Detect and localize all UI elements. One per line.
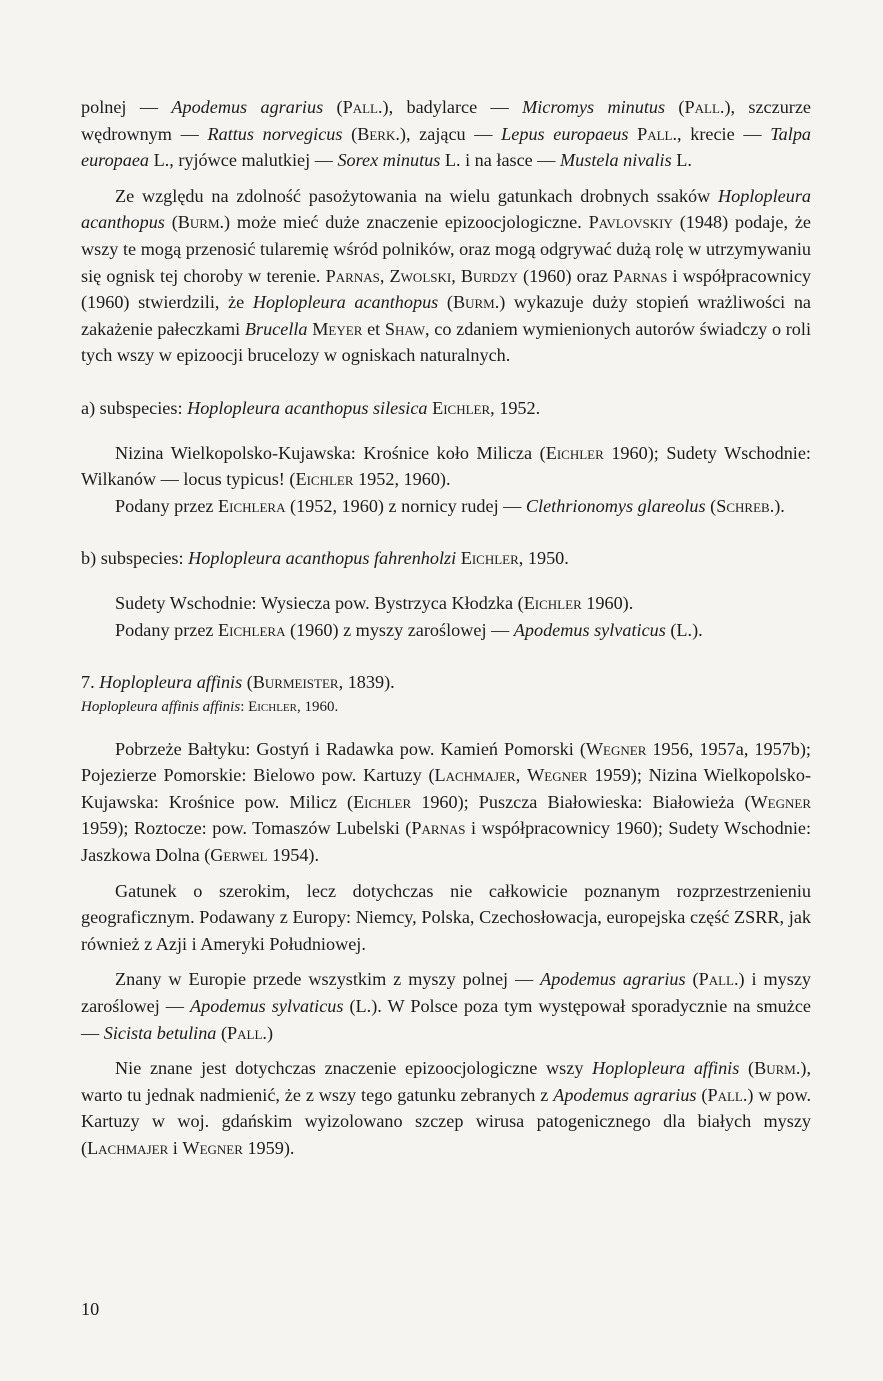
text-run: , 1950. <box>518 548 569 569</box>
text-run: , <box>451 265 461 286</box>
italic-term: Apodemus agrarius <box>553 1084 697 1105</box>
text-run: (1960) oraz <box>517 265 614 286</box>
author-name: Burm <box>754 1058 796 1079</box>
text-run: .) może mieć duże znaczenie epizoocjologiczne. <box>219 212 589 233</box>
text-run: 1959); Nizina Wielkopolsko-Kujawska: Krośnice pow. Milicz ( <box>81 765 811 812</box>
text-run: polnej — <box>81 97 172 117</box>
paragraph-p2 <box>81 183 811 369</box>
text-run: 1952, 1960). <box>353 469 451 490</box>
paragraph-p11 <box>81 736 811 869</box>
italic-term: Clethrionomys glareolus <box>525 495 706 516</box>
author-name: Eichler <box>432 397 491 418</box>
author-name: Gerwel <box>210 845 268 866</box>
text-run: , <box>515 765 528 786</box>
italic-term: Apodemus sylvaticus <box>189 996 344 1017</box>
text-run: 1960); Puszcza Białowieska: Białowieża ( <box>411 791 751 812</box>
author-name: Schreb <box>716 495 770 516</box>
italic-term: Apodemus sylvaticus <box>513 619 666 640</box>
text-run: , <box>379 265 390 286</box>
italic-term: Mustela nivalis <box>560 150 672 171</box>
author-name: Pall <box>342 97 378 117</box>
text-run: .), zającu — <box>395 123 502 144</box>
paragraph-p9 <box>81 669 811 696</box>
italic-term: Sicista betulina <box>103 1022 217 1043</box>
text-run: .) w pow. Kartuzy w woj. gdańskim wyizolowano szczep wirusa patogenicznego dla białych myszy ( <box>81 1084 812 1158</box>
text-run <box>628 124 637 144</box>
author-name: Pall <box>684 97 720 117</box>
text-run: Ze względu na zdolność pasożytowania na wielu gatunkach drobnych ssaków <box>115 185 719 206</box>
text-run: .), badylarce — <box>377 97 523 117</box>
author-name: Berk <box>357 123 396 144</box>
text-run: ( <box>665 97 685 117</box>
author-name: Wegner <box>182 1138 243 1158</box>
author-name: Eichler <box>523 592 582 613</box>
text-run: (1952, 1960) z nornicy rudej — <box>285 495 526 516</box>
paragraph-p3 <box>81 395 811 422</box>
text-run: 1954). <box>267 845 320 866</box>
text-run: Sudety Wschodnie: Wysiecza pow. Bystrzyca Kłodzka ( <box>115 592 524 613</box>
italic-term: Micromys minutus <box>522 97 666 117</box>
text-run: 7. <box>81 672 100 693</box>
paragraph-p6 <box>81 545 811 572</box>
author-name: Lachmajer <box>434 765 516 786</box>
author-name: Parnas <box>325 265 380 286</box>
text-run: ( <box>323 97 343 117</box>
text-run: 1960). <box>581 592 634 613</box>
text-run: (L.). W Polsce poza tym występował sporadycznie na smużce — <box>81 996 811 1043</box>
italic-term: Hoplopleura affinis <box>99 672 243 693</box>
paragraph-p10 <box>81 696 811 718</box>
text-run: Nizina Wielkopolsko-Kujawska: Krośnice koło Milicza ( <box>115 442 546 463</box>
paragraph-p1 <box>81 94 811 174</box>
italic-term: Sorex minutus <box>337 150 441 171</box>
text-run: Znany w Europie przede wszystkim z myszy polnej — <box>115 969 541 990</box>
author-name: Burdzy <box>460 265 518 286</box>
author-name: Eichler <box>460 548 519 569</box>
italic-term: Apodemus agrarius <box>171 97 324 117</box>
text-run: ( <box>438 292 453 313</box>
text-run: .), warto tu jednak nadmienić, że z wszy tego gatunku zebranych z <box>81 1058 811 1105</box>
text-run: L., ryjówce malutkiej — <box>149 150 338 171</box>
text-run: .), szczurze wędrownym — <box>81 97 811 144</box>
paragraph-p4 <box>81 440 811 493</box>
italic-term: Hoplopleura acanthopus silesica <box>187 397 428 418</box>
author-name: Eichler <box>248 698 297 715</box>
text-run: .). <box>769 495 785 516</box>
text-run: 1956, 1957a, 1957b); Pojezierze Pomorskie: Bielowo pow. Kartuzy ( <box>81 738 811 786</box>
text-run: et <box>362 318 385 339</box>
page-body <box>81 94 811 1162</box>
author-name: Pall <box>698 969 734 990</box>
text-run: ( <box>216 1022 227 1043</box>
text-run: ( <box>696 1084 708 1105</box>
text-run: Nie znane jest dotychczas znaczenie epizoocjologiczne wszy <box>115 1058 593 1079</box>
author-name: Wegner <box>585 738 647 759</box>
text-run: i współpracownicy 1960); Sudety Wschodnie: Jaszkowa Dolna ( <box>81 818 811 866</box>
text-run: , 1952. <box>490 397 541 418</box>
author-name: Shaw <box>384 318 426 339</box>
author-name: Burmeister <box>252 672 339 693</box>
author-name: Burm <box>177 212 220 233</box>
author-name: Pavlovskiy <box>588 212 673 233</box>
author-name: Eichler <box>295 469 354 490</box>
text-run: (L.). <box>665 619 703 640</box>
text-run: Gatunek o szerokim, lecz dotychczas nie całkowicie poznanym rozprzestrzenieniu geograficznym. Podawany z Europy: Niemcy, Polska, Czechosłowacja, europejska część ZSRR, jak również z Azji i Ameryki Południowej. <box>81 880 811 954</box>
paragraph-p12 <box>81 878 811 958</box>
italic-term: Rattus norvegicus <box>207 123 343 144</box>
text-run: .) <box>262 1022 273 1043</box>
text-run: Pobrzeże Bałtyku: Gostyń i Radawka pow. Kamień Pomorski ( <box>115 738 586 759</box>
author-name: Lachmajer <box>87 1138 169 1158</box>
text-run: 1960); Sudety Wschodnie: Wilkanów — locus typicus! ( <box>81 442 811 490</box>
page-number: 10 <box>81 1299 100 1319</box>
author-name: Pall <box>637 123 673 144</box>
italic-term: Apodemus agrarius <box>540 969 686 990</box>
paragraph-p5 <box>81 493 811 520</box>
author-name: Burm <box>452 292 495 313</box>
italic-term: Hoplopleura acanthopus fahrenholzi <box>188 548 457 569</box>
text-run: L. i na łasce — <box>440 150 561 171</box>
author-name: Eichlera <box>218 619 286 640</box>
text-run: ( <box>739 1058 755 1079</box>
text-run: , 1839). <box>338 672 395 693</box>
paragraph-p8 <box>81 617 811 644</box>
text-run: b) subspecies: <box>81 548 189 569</box>
author-name: Pall <box>227 1022 263 1043</box>
author-name: Eichler <box>353 791 412 812</box>
author-name: Meyer <box>312 318 363 339</box>
italic-term: Lepus europaeus <box>501 123 629 144</box>
text-run: i współpracownicy (1960) stwierdzili, że <box>81 265 811 313</box>
italic-term: Hoplopleura affinis <box>592 1058 740 1079</box>
author-name: Eichlera <box>218 495 286 516</box>
author-name: Wegner <box>527 765 588 786</box>
text-run: ( <box>164 212 178 233</box>
paragraph-p14 <box>81 1055 811 1161</box>
author-name: Parnas <box>613 265 668 286</box>
text-run: ( <box>342 123 358 144</box>
author-name: Parnas <box>411 818 466 839</box>
author-name: Pall <box>707 1084 743 1105</box>
text-run: ( <box>242 672 253 693</box>
text-run: ., krecie — <box>672 123 771 144</box>
text-run: ( <box>685 969 699 990</box>
author-name: Zwolski <box>389 265 452 286</box>
text-run: .) i myszy zaroślowej — <box>81 969 812 1017</box>
italic-term: Hoplopleura acanthopus <box>81 185 811 233</box>
text-run: Podany przez <box>115 619 219 640</box>
italic-term: Hoplopleura acanthopus <box>252 292 439 313</box>
paragraph-p7 <box>81 590 811 617</box>
author-name: Eichler <box>545 442 604 463</box>
text-run: .) wykazuje duży stopień wrażliwości na zakażenie pałeczkami <box>81 292 811 339</box>
text-run: : <box>240 698 249 715</box>
text-run: a) subspecies: <box>81 397 188 418</box>
italic-term: Talpa europaea <box>81 123 812 171</box>
author-name: Wegner <box>750 791 811 812</box>
text-run: Podany przez <box>115 495 219 516</box>
paragraph-p13 <box>81 966 811 1046</box>
italic-term: Brucella <box>244 318 308 339</box>
text-run: (1948) podaje, że wszy te mogą przenosić tularemię wśród polników, oraz mogą odgrywać dużą rolę w utrzymywaniu się ognisk tej choroby w terenie. <box>81 212 811 286</box>
text-run: (1960) z myszy zaroślowej — <box>285 619 514 640</box>
text-run: 1959); Roztocze: pow. Tomaszów Lubelski ( <box>81 818 412 839</box>
text-run: 1959). <box>242 1138 295 1158</box>
text-run: , 1960. <box>297 698 339 715</box>
text-run: ( <box>705 495 717 516</box>
text-run: L. <box>671 150 692 171</box>
italic-term: Hoplopleura affinis affinis <box>81 698 241 715</box>
text-run: i <box>168 1138 183 1158</box>
text-run: , co zdaniem wymienionych autorów świadczy o roli tych wszy w epizoocji brucelozy w ogniskach naturalnych. <box>81 318 812 366</box>
